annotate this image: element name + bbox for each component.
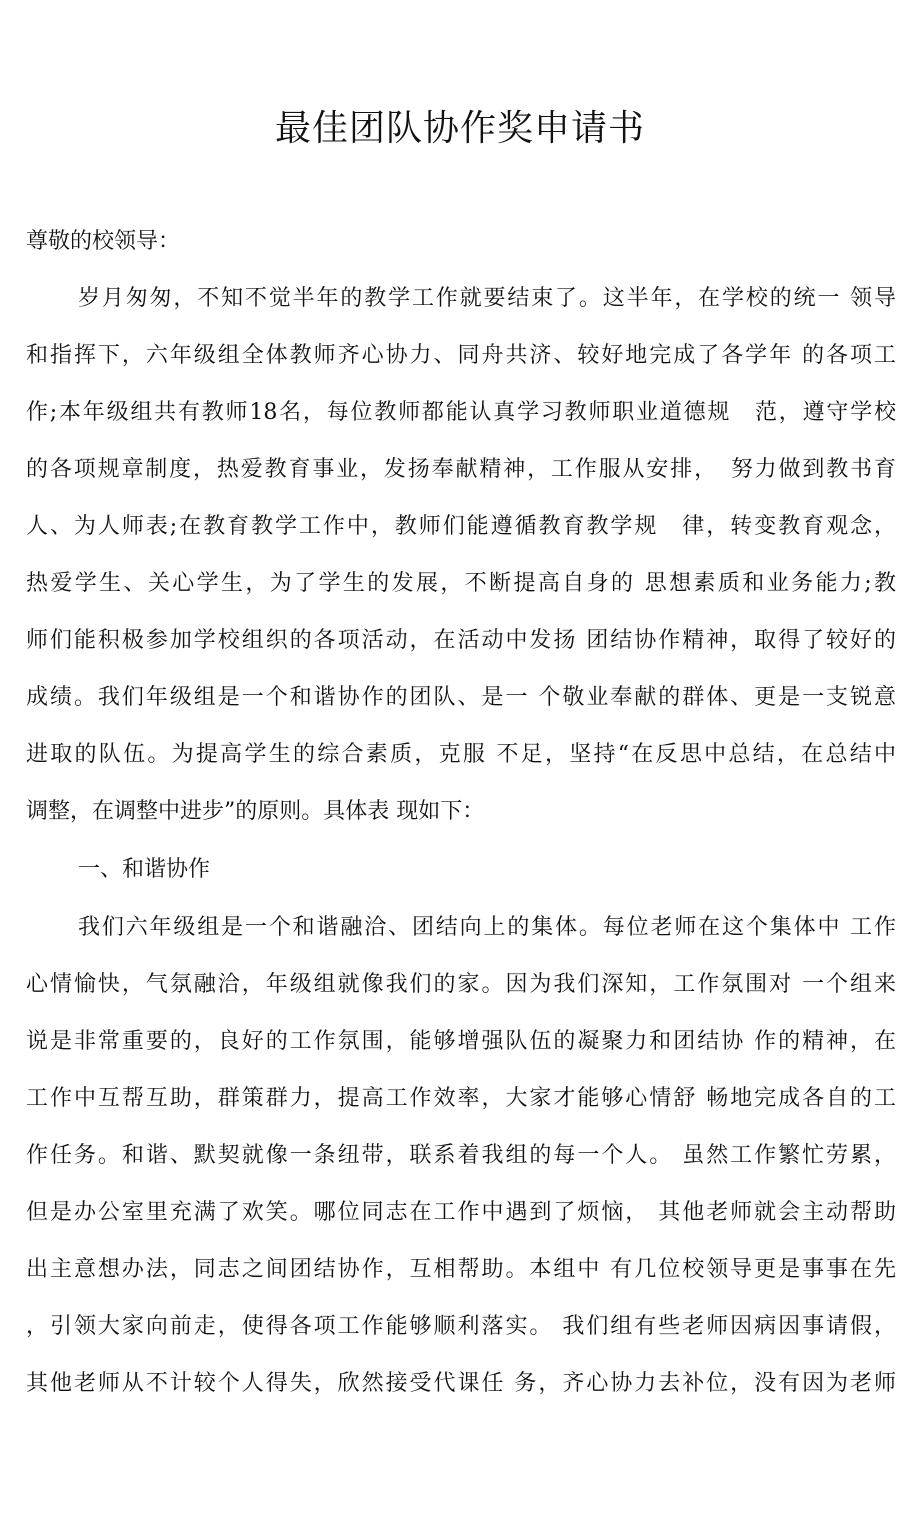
paragraph-2-line: 其他老师从不计较个人得失，欣然接受代课任 务，齐心协力去补位，没有因为老师 [26,1371,896,1396]
paragraph-1-line: 师们能积极参加学校组织的各项活动，在活动中发扬 团结协作精神，取得了较好的 [26,628,896,653]
paragraph-1-line: 的各项规章制度，热爱教育事业，发扬奉献精神，工作服从安排， 努力做到教书育 [26,457,896,482]
paragraph-1-line: 作;本年级组共有教师18名，每位教师都能认真学习教师职业道德规 范，遵守学校 [26,400,896,425]
salutation: 尊敬的校领导： [26,229,181,254]
paragraph-1-line: 人、为人师表;在教育教学工作中，教师们能遵循教育教学规 律，转变教育观念， [26,514,896,539]
paragraph-2-line: 出主意想办法，同志之间团结协作，互相帮助。本组中 有几位校领导更是事事在先 [26,1257,896,1282]
paragraph-1-line: 岁月匆匆，不知不觉半年的教学工作就要结束了。这半年，在学校的统一 领导 [78,286,896,311]
paragraph-1-line: 进取的队伍。为提高学生的综合素质，克服 不足，坚持“在反思中总结，在总结中 [26,742,896,767]
paragraph-2-line: ，引领大家向前走，使得各项工作能够顺利落实。 我们组有些老师因病因事请假， [26,1314,896,1339]
section-heading: 一、和谐协作 [78,857,211,882]
paragraph-2-line: 但是办公室里充满了欢笑。哪位同志在工作中遇到了烦恼， 其他老师就会主动帮助 [26,1200,896,1225]
paragraph-1-line: 和指挥下，六年级组全体教师齐心协力、同舟共济、较好地完成了各学年 的各项工 [26,343,896,368]
paragraph-2-line: 作任务。和谐、默契就像一条纽带，联系着我组的每一个人。 虽然工作繁忙劳累， [26,1143,896,1168]
paragraph-1-line: 调整，在调整中进步”的原则。具体表 现如下： [26,799,485,824]
paragraph-2-line: 工作中互帮互助，群策群力，提高工作效率，大家才能够心情舒 畅地完成各自的工 [26,1086,896,1111]
paragraph-2-line: 说是非常重要的，良好的工作氛围，能够增强队伍的凝聚力和团结协 作的精神，在 [26,1029,896,1054]
paragraph-2-line: 我们六年级组是一个和谐融洽、团结向上的集体。每位老师在这个集体中 工作 [78,915,896,940]
page-title: 最佳团队协作奖申请书 [274,108,645,149]
paragraph-1-line: 成绩。我们年级组是一个和谐协作的团队、是一 个敬业奉献的群体、更是一支锐意 [26,685,896,710]
paragraph-2-line: 心情愉快，气氛融洽，年级组就像我们的家。因为我们深知，工作氛围对 一个组来 [26,972,896,997]
paragraph-1-line: 热爱学生、关心学生，为了学生的发展，不断提高自身的 思想素质和业务能力;教 [26,571,896,596]
